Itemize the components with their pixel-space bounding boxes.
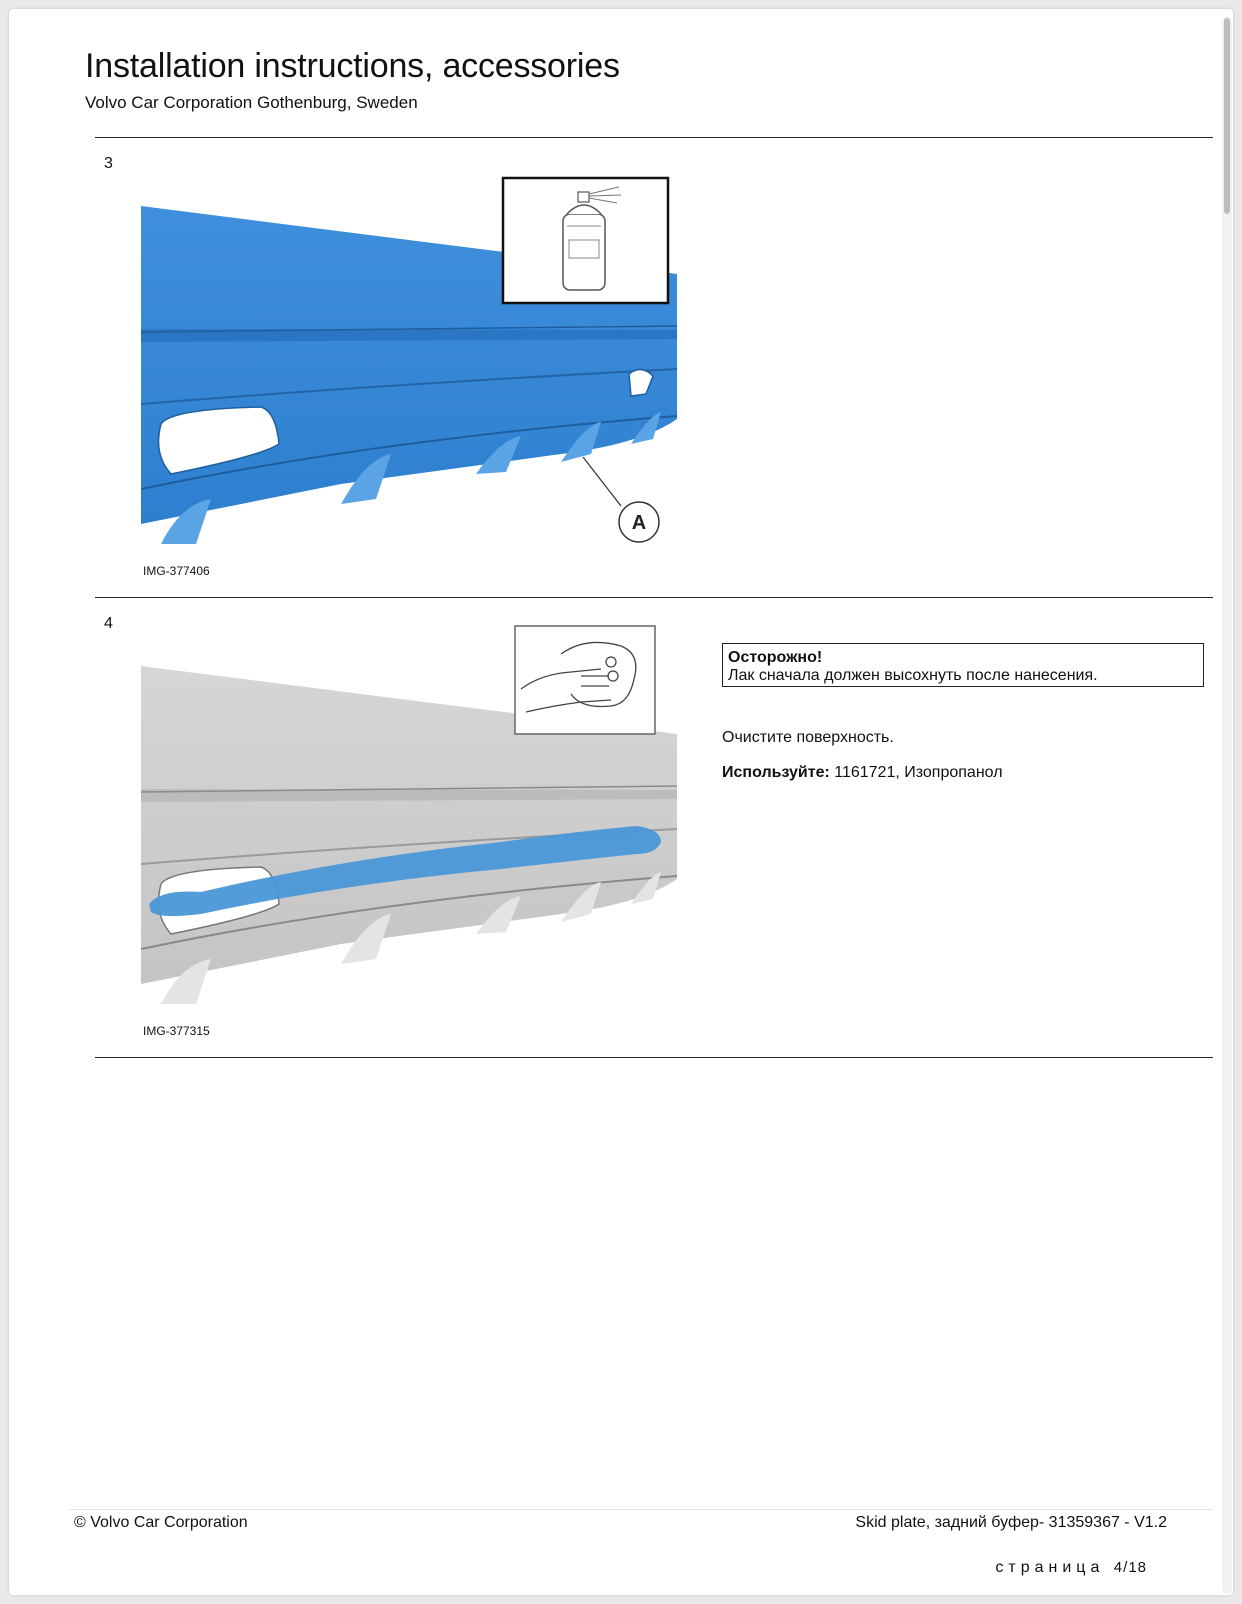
divider-middle	[95, 597, 1213, 598]
step-4-illustration	[141, 614, 677, 1004]
page-separator: /	[1123, 1559, 1129, 1576]
footer-copyright: © Volvo Car Corporation	[74, 1514, 248, 1531]
page-current: 4	[1113, 1559, 1124, 1576]
caution-text: Лак сначала должен высохнуть после нанесения.	[728, 667, 1098, 684]
image-id-label: IMG-377315	[143, 1024, 210, 1038]
footer-document-id: Skid plate, задний буфер- 31359367 - V1.2	[855, 1514, 1167, 1531]
scrollbar-thumb[interactable]	[1224, 18, 1230, 214]
divider-bottom	[95, 1057, 1213, 1058]
step-number: 3	[104, 155, 113, 172]
document-page	[9, 9, 1233, 1595]
step-number: 4	[104, 615, 113, 632]
footer-divider	[69, 1509, 1213, 1510]
callout-label-a: A	[631, 512, 647, 534]
vertical-scrollbar[interactable]	[1222, 16, 1232, 1594]
step-3-illustration	[141, 154, 677, 544]
instruction-text: Очистите поверхность.	[722, 729, 894, 746]
page-indicator	[995, 1559, 1147, 1577]
document-subtitle: Volvo Car Corporation Gothenburg, Sweden	[85, 93, 418, 112]
document-title: Installation instructions, accessories	[85, 47, 620, 85]
caution-title: Осторожно!	[728, 649, 823, 666]
caution-box	[722, 643, 1204, 687]
use-line	[722, 764, 1003, 782]
divider-top	[95, 137, 1213, 138]
image-id-label: IMG-377406	[143, 564, 210, 578]
page-label: страница	[995, 1559, 1105, 1576]
page-total: 18	[1128, 1559, 1147, 1576]
use-label: Используйте:	[722, 764, 830, 781]
use-value: 1161721, Изопропанол	[829, 764, 1003, 781]
